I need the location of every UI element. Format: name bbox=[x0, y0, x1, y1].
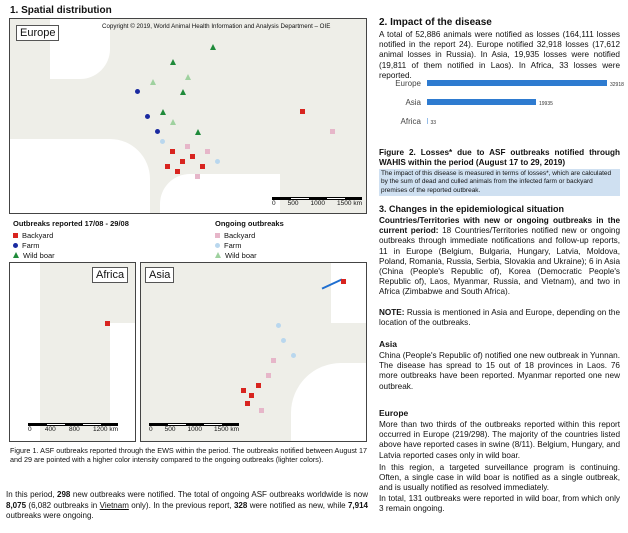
asia-label: Asia bbox=[145, 267, 174, 283]
africa-scale: 0 400 800 1200 km bbox=[28, 423, 118, 433]
note-paragraph: NOTE: Russia is mentioned in Asia and Europe, depending on the location of the outbreaks. bbox=[379, 308, 620, 328]
ongoing-farm-marker bbox=[281, 338, 286, 343]
europe-map bbox=[9, 18, 367, 214]
ongoing-farm-marker bbox=[291, 353, 296, 358]
africa-label: Africa bbox=[92, 267, 128, 283]
category-label: Asia bbox=[405, 98, 421, 107]
backyard-marker bbox=[180, 159, 185, 164]
farm-marker bbox=[145, 114, 150, 119]
ongoing-backyard-marker bbox=[195, 174, 200, 179]
backyard-marker bbox=[341, 279, 346, 284]
ongoing-backyard-marker bbox=[185, 144, 190, 149]
europe-wild-boar-paragraph: In total, 131 outbreaks were reported in wild boar, from which only 3 remain ongoing. bbox=[379, 494, 620, 514]
bar bbox=[427, 80, 607, 86]
bar bbox=[427, 99, 536, 105]
europe-surveillance-paragraph: In this region, a targeted surveillance program is continuing. Often, a single case in wild boar is notified as a single outbreak, and is usually notified as resolved immediately. bbox=[379, 463, 620, 493]
asia-scale: 0 500 1000 1500 km bbox=[149, 423, 239, 433]
value-label: 32918 bbox=[610, 82, 624, 88]
figure-2-title: Figure 2. Losses* due to ASF outbreaks notified through WAHIS within the period (August 17 to 29, 2019) bbox=[379, 148, 620, 167]
farm-marker bbox=[135, 89, 140, 94]
figure-1-caption: Figure 1. ASF outbreaks reported through the EWS within the period. The outbreaks notified between August 17 and 29 are pointed with a higher color intensity compared to the ongoing outbreaks (lighter colors). bbox=[10, 446, 367, 464]
value-label: 33 bbox=[430, 120, 437, 126]
value-label: 19935 bbox=[539, 101, 553, 107]
asia-map bbox=[140, 262, 367, 442]
europe-heading: Europe bbox=[379, 408, 409, 418]
wild-boar-marker bbox=[210, 44, 216, 50]
backyard-marker bbox=[249, 393, 254, 398]
europe-paragraph: More than two thirds of the outbreaks reported within this report occurred in Europe (219/298). The majority of the countries listed above have reported cases in swine (8/11). Belgium, Hungary, and Latvia reported cases only in wild boar. bbox=[379, 420, 620, 460]
ongoing-farm-marker bbox=[215, 159, 220, 164]
europe-label: Europe bbox=[16, 25, 59, 41]
asia-heading: Asia bbox=[379, 339, 397, 349]
summary-paragraph: In this period, 298 new outbreaks were notified. The total of ongoing ASF outbreaks worldwide is now 8,075 (6,082 outbreaks in Vietnam only). In the previous report, 328 were notified as new, while 7,914 outbreaks were ongoing. bbox=[6, 490, 368, 520]
section-2-heading: 2. Impact of the disease bbox=[379, 17, 492, 28]
wild-boar-marker bbox=[160, 109, 166, 115]
category-label: Africa bbox=[400, 117, 421, 126]
ongoing-backyard-marker bbox=[271, 358, 276, 363]
epidemiological-paragraph: Countries/Territories with new or ongoing outbreaks in the current period: 18 Countries/Territories notified new or ongoing outbreaks through immediate notifications and follow-up reports, 11 in Europe (Belgium, Bulgaria, Hungary, Latvia, Moldova, Poland, Romania, Russia, Serbia, Slovakia and Ukraine); 6 in Asia (China (People's Republic of), Korea (Democratic People's Republic of), Laos, Myanmar, Russia, and Vietnam), and two in Africa (Zimbabwe and South Africa). bbox=[379, 216, 621, 297]
backyard-marker bbox=[245, 401, 250, 406]
ongoing-backyard-marker bbox=[205, 149, 210, 154]
asia-paragraph: China (People's Republic of) notified one new outbreak in Yunnan. The disease has spread to 15 out of 18 provinces in Laos. 76 more outbreaks have been reported. Myanmar reported one new outbreak. bbox=[379, 351, 620, 391]
bar bbox=[427, 118, 428, 124]
backyard-marker bbox=[190, 154, 195, 159]
farm-marker bbox=[155, 129, 160, 134]
legend-reported: Outbreaks reported 17/08 - 29/08 Backyard Farm Wild boar bbox=[13, 219, 129, 260]
map-copyright: Copyright © 2019, World Animal Health Information and Analysis Department – OIE bbox=[102, 23, 331, 30]
category-label: Europe bbox=[395, 79, 421, 88]
backyard-marker bbox=[165, 164, 170, 169]
backyard-marker bbox=[300, 109, 305, 114]
legend-ongoing: Ongoing outbreaks Backyard Farm Wild boar bbox=[215, 219, 284, 260]
backyard-marker bbox=[256, 383, 261, 388]
ongoing-wild-boar-marker bbox=[185, 74, 191, 80]
backyard-marker bbox=[175, 169, 180, 174]
ongoing-farm-marker bbox=[276, 323, 281, 328]
backyard-marker bbox=[241, 388, 246, 393]
wild-boar-marker bbox=[170, 59, 176, 65]
impact-paragraph: A total of 52,886 animals were notified as losses (164,111 losses notified in the report 24). Europe notified 32,918 losses (17,612 animal losses in Russia). In Asia, 19,935 losses were notified (19,811 of them notified in Laos). In Africa, 33 losses were reported. bbox=[379, 30, 620, 80]
losses-bar-chart bbox=[379, 76, 624, 138]
ongoing-farm-marker bbox=[160, 139, 165, 144]
section-1-heading: 1. Spatial distribution bbox=[10, 5, 112, 16]
europe-scale: 0 500 1000 1500 km bbox=[272, 197, 362, 207]
ongoing-wild-boar-marker bbox=[170, 119, 176, 125]
ongoing-backyard-marker bbox=[266, 373, 271, 378]
backyard-marker bbox=[170, 149, 175, 154]
ongoing-backyard-marker bbox=[330, 129, 335, 134]
africa-map bbox=[9, 262, 136, 442]
backyard-marker bbox=[105, 321, 110, 326]
wild-boar-marker bbox=[180, 89, 186, 95]
wild-boar-marker bbox=[195, 129, 201, 135]
section-3-heading: 3. Changes in the epidemiological situation bbox=[379, 204, 565, 214]
backyard-marker bbox=[200, 164, 205, 169]
ongoing-wild-boar-marker bbox=[150, 79, 156, 85]
ongoing-backyard-marker bbox=[259, 408, 264, 413]
figure-2-note: The impact of this disease is measured in terms of losses*, which are calculated by the sum of dead and culled animals from the infected farm or backyard premises of the reported outbreak. bbox=[379, 169, 620, 196]
